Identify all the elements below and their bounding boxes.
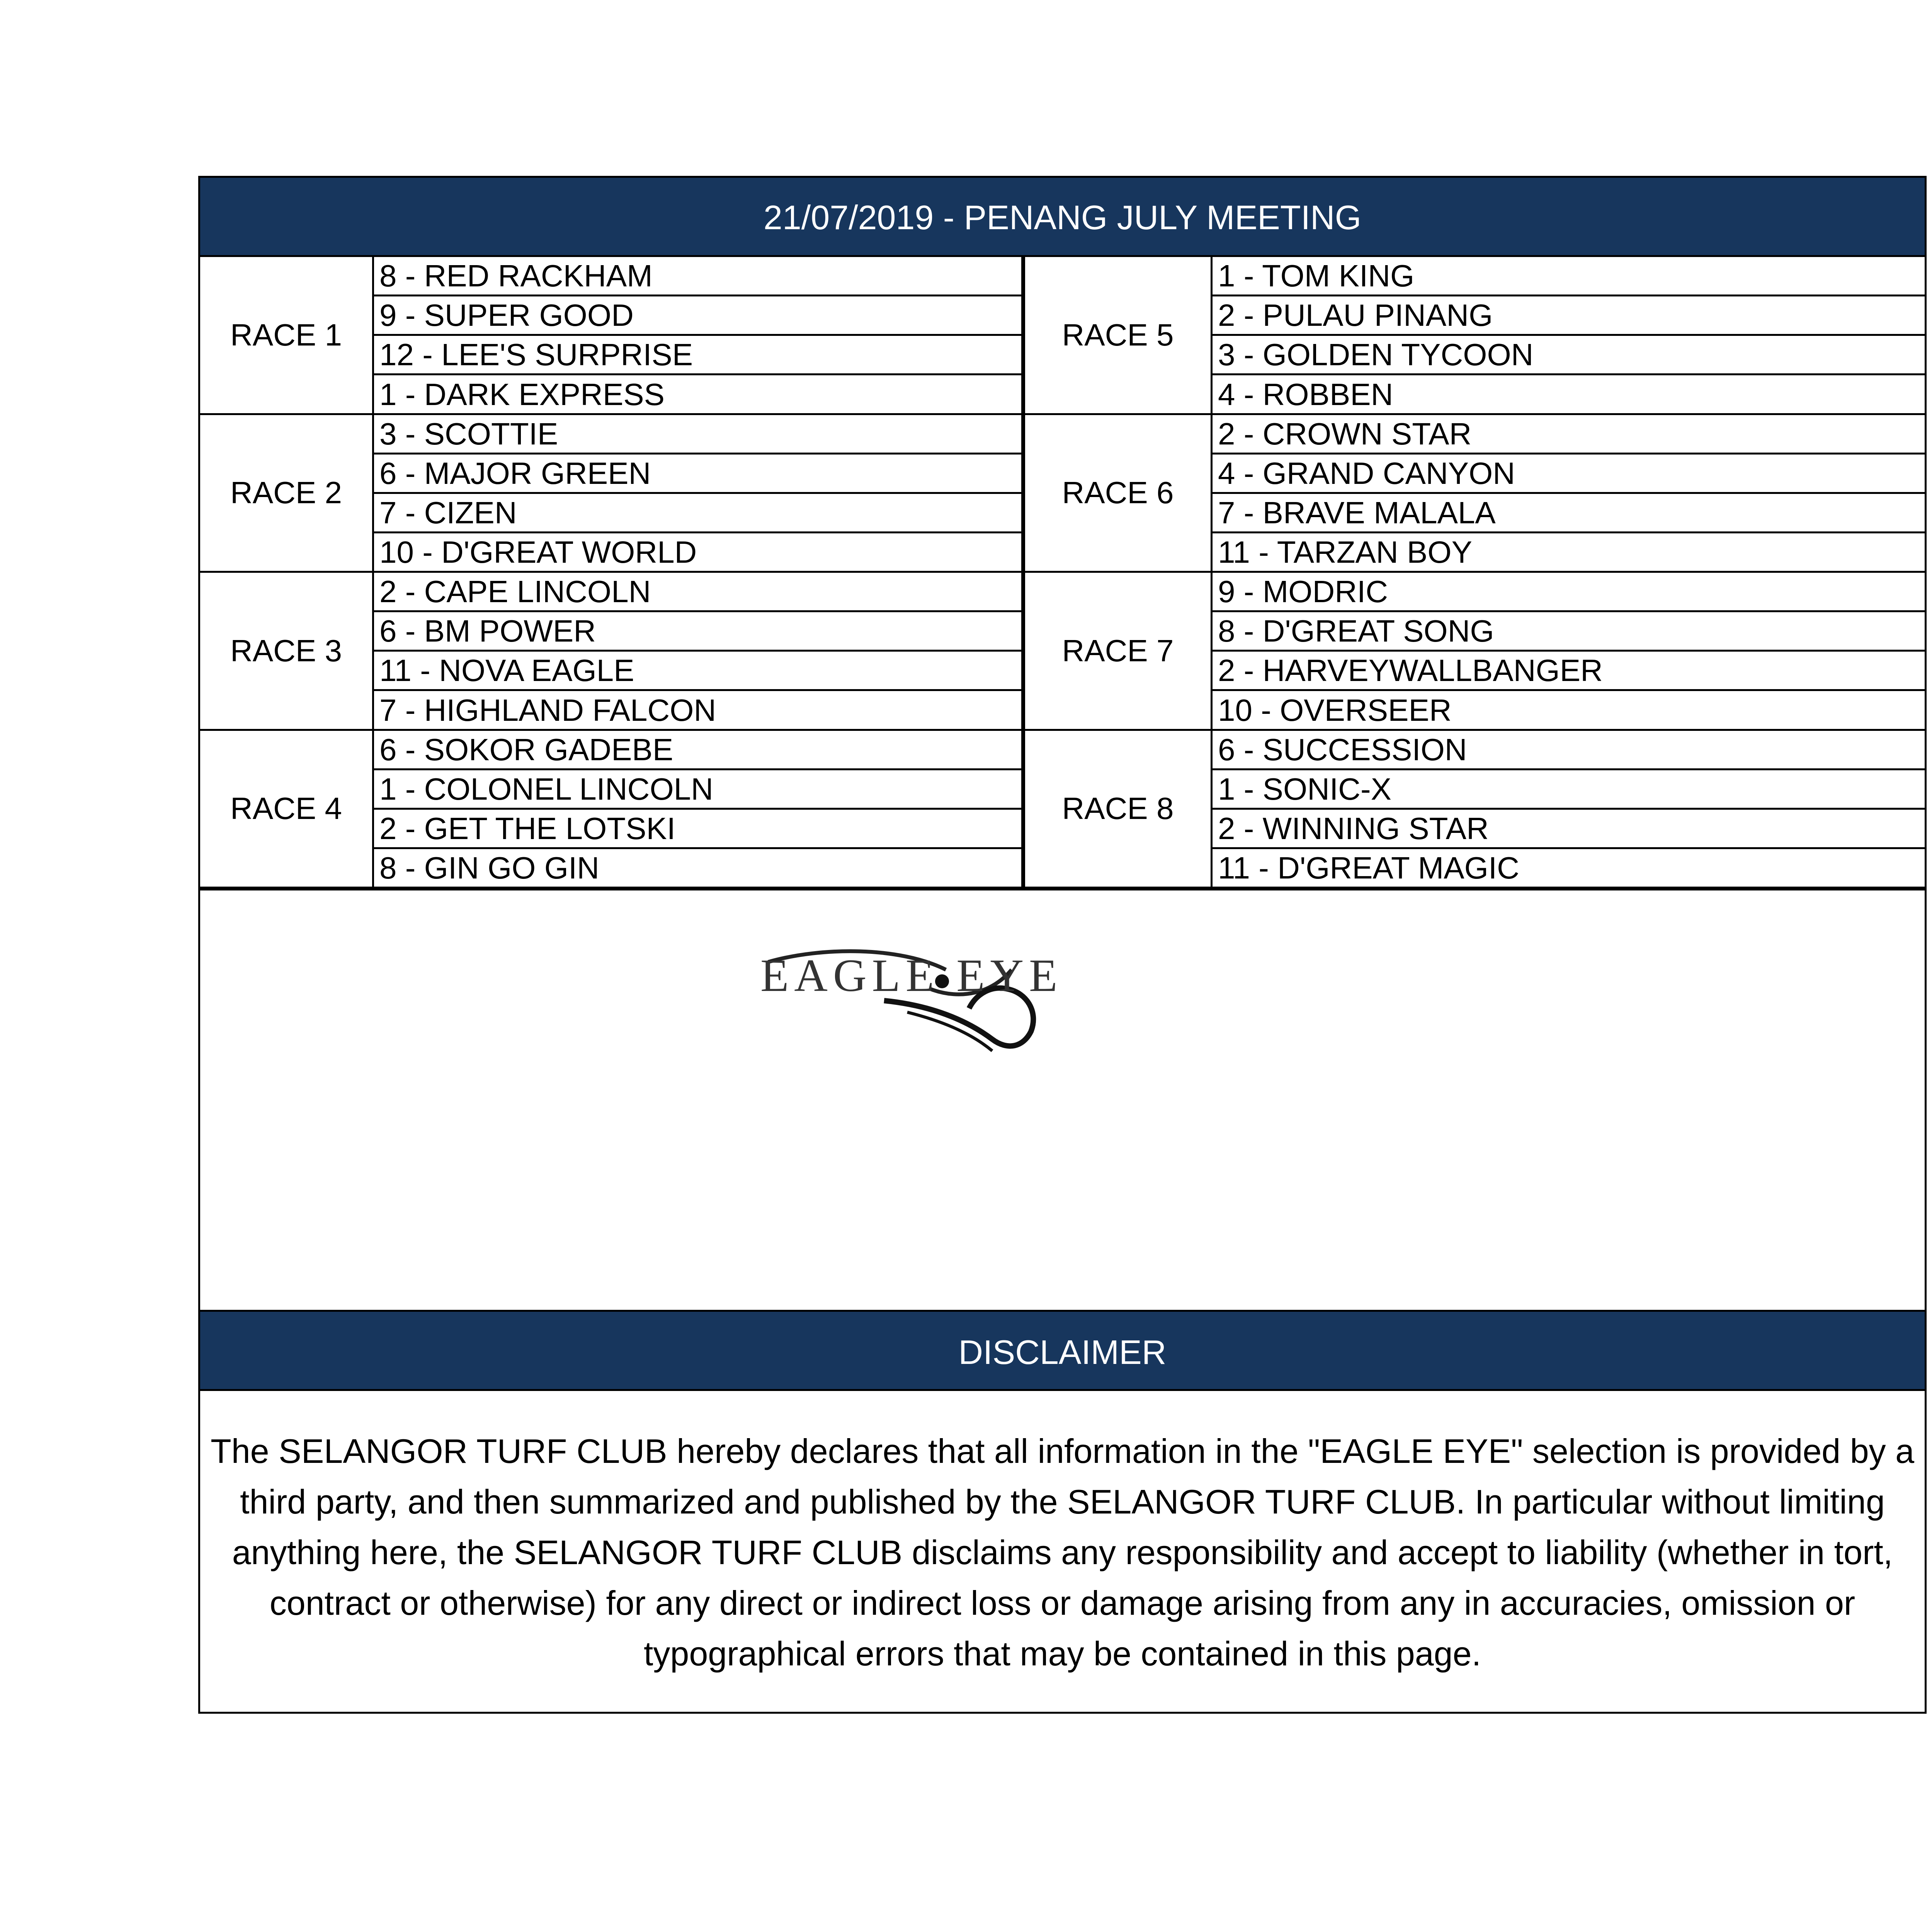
horse-entry: 2 - CAPE LINCOLN: [374, 573, 1021, 612]
horse-entry: 8 - RED RACKHAM: [374, 257, 1021, 296]
horse-list: [374, 573, 1023, 731]
horse-entry: 1 - TOM KING: [1213, 257, 1925, 296]
race-label: RACE 8: [1023, 731, 1213, 889]
horse-list: [1213, 731, 1925, 889]
horse-entry: 1 - DARK EXPRESS: [379, 377, 665, 412]
horse-list: [374, 415, 1023, 573]
horse-list: [1213, 415, 1925, 573]
horse-entry: 9 - MODRIC: [1213, 573, 1925, 612]
horse-list: [374, 731, 1023, 889]
meeting-title: 21/07/2019 - PENANG JULY MEETING: [200, 178, 1925, 257]
horse-entry: 8 - D'GREAT SONG: [1213, 612, 1925, 652]
horse-entry: 2 - HARVEYWALLBANGER: [1213, 652, 1925, 691]
horse-entry: 7 - HIGHLAND FALCON: [379, 693, 716, 727]
horse-entry: 3 - SCOTTIE: [374, 415, 1021, 455]
selection-sheet: [198, 176, 1927, 1714]
horse-entry: 3 - GOLDEN TYCOON: [1213, 336, 1925, 375]
horse-entry: 11 - NOVA EAGLE: [374, 652, 1021, 691]
horse-entry: 2 - GET THE LOTSKI: [374, 810, 1021, 849]
race-label: RACE 1: [200, 257, 374, 415]
horse-entry: 11 - TARZAN BOY: [1218, 535, 1472, 569]
horse-list: [1213, 573, 1925, 731]
horse-entry: 6 - BM POWER: [374, 612, 1021, 652]
horse-entry: 12 - LEE'S SURPRISE: [374, 336, 1021, 375]
race-label: RACE 3: [200, 573, 374, 731]
logo-area: [200, 889, 1925, 1310]
horse-entry: 2 - WINNING STAR: [1213, 810, 1925, 849]
race-label: RACE 7: [1023, 573, 1213, 731]
disclaimer-title: DISCLAIMER: [200, 1310, 1925, 1391]
horse-entry: 6 - SUCCESSION: [1213, 731, 1925, 770]
horse-entry: 2 - PULAU PINANG: [1213, 296, 1925, 336]
horse-entry: 1 - SONIC-X: [1213, 770, 1925, 810]
horse-entry: 10 - OVERSEER: [1218, 693, 1452, 727]
race-label: RACE 2: [200, 415, 374, 573]
horse-entry: 1 - COLONEL LINCOLN: [374, 770, 1021, 810]
race-label: RACE 5: [1023, 257, 1213, 415]
horse-entry: 6 - SOKOR GADEBE: [374, 731, 1021, 770]
horse-list: [1213, 257, 1925, 415]
race-label: RACE 6: [1023, 415, 1213, 573]
horse-entry: 7 - CIZEN: [374, 494, 1021, 533]
horse-entry: 11 - D'GREAT MAGIC: [1218, 851, 1519, 885]
horse-entry: 6 - MAJOR GREEN: [374, 455, 1021, 494]
horse-entry: 4 - GRAND CANYON: [1213, 455, 1925, 494]
horse-entry: 2 - CROWN STAR: [1213, 415, 1925, 455]
horse-entry: 10 - D'GREAT WORLD: [379, 535, 697, 569]
logo-text: EAGLE EYE: [760, 950, 1063, 1001]
race-selection-grid: [200, 257, 1925, 889]
horse-entry: 9 - SUPER GOOD: [374, 296, 1021, 336]
eagle-eye-logo: [760, 947, 1162, 1059]
horse-list: [374, 257, 1023, 415]
disclaimer-text: The SELANGOR TURF CLUB hereby declares that all information in the "EAGLE EYE" selection is provided by a third party, and then summarized and published by the SELANGOR TURF CLUB. In particular without limiting anything here, the SELANGOR TURF CLUB disclaims any responsibility and accept to liability (whether in tort, contract or otherwise) for any direct or indirect loss or damage arising from any in accuracies, omission or typographical errors that may be contained in this page.: [210, 1432, 1915, 1673]
horse-entry: 8 - GIN GO GIN: [379, 851, 599, 885]
horse-entry: 4 - ROBBEN: [1218, 377, 1393, 412]
horse-entry: 7 - BRAVE MALALA: [1213, 494, 1925, 533]
race-label: RACE 4: [200, 731, 374, 889]
